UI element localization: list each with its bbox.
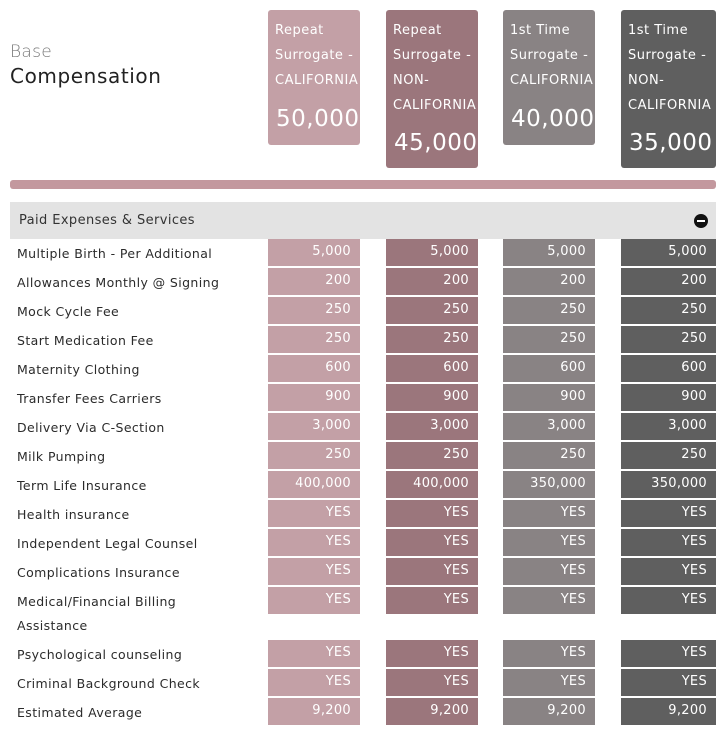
table-cell: 900 (386, 384, 478, 411)
minus-circle-icon[interactable] (694, 214, 708, 228)
table-cell: 600 (268, 355, 360, 382)
table-cell: YES (268, 558, 360, 585)
plan-header-1 (268, 10, 360, 145)
table-cell: YES (621, 587, 716, 614)
table-cell: 5,000 (386, 239, 478, 266)
table-cell: YES (386, 587, 478, 614)
table-cell: 900 (621, 384, 716, 411)
plan-header-2 (386, 10, 478, 168)
plan-header-3 (503, 10, 595, 145)
row-label: Maternity Clothing (17, 362, 140, 377)
table-cell: YES (386, 669, 478, 696)
table-cell: YES (386, 529, 478, 556)
table-cell: 600 (386, 355, 478, 382)
table-cell: 5,000 (503, 239, 595, 266)
row-label: Multiple Birth - Per Additional (17, 246, 213, 261)
table-cell: 200 (503, 268, 595, 295)
row-label: Milk Pumping (17, 449, 106, 464)
table-cell: 400,000 (268, 471, 360, 498)
table-cell: 350,000 (503, 471, 595, 498)
table-cell: 250 (386, 297, 478, 324)
table-cell: YES (268, 587, 360, 614)
table-cell: 5,000 (268, 239, 360, 266)
table-cell: 250 (621, 297, 716, 324)
table-cell: YES (386, 640, 478, 667)
plan-label: 1st Time Surrogate - CALIFORNIA (510, 23, 594, 88)
row-label: Term Life Insurance (17, 478, 147, 493)
plan-label: Repeat Surrogate - NON- CALIFORNIA (393, 23, 477, 113)
table-cell: 9,200 (268, 698, 360, 725)
table-cell: YES (621, 669, 716, 696)
plan-price: 35,000 (629, 130, 713, 156)
table-cell: YES (621, 640, 716, 667)
plan-price: 45,000 (394, 130, 478, 156)
page-title: Compensation (10, 64, 162, 88)
row-label: Allowances Monthly @ Signing (17, 275, 220, 290)
row-label: Estimated Average (17, 705, 143, 720)
table-cell: YES (268, 640, 360, 667)
table-cell: YES (503, 529, 595, 556)
plan-header-4 (621, 10, 716, 168)
title-small: Base (10, 42, 53, 62)
plan-price: 50,000 (276, 106, 360, 132)
header-divider (10, 180, 716, 189)
row-label: Mock Cycle Fee (17, 304, 120, 319)
table-cell: 3,000 (621, 413, 716, 440)
table-cell: 250 (621, 442, 716, 469)
table-cell: YES (621, 558, 716, 585)
table-cell: YES (268, 500, 360, 527)
table-cell: YES (503, 640, 595, 667)
table-cell: YES (386, 500, 478, 527)
table-cell: 250 (503, 297, 595, 324)
table-cell: YES (268, 669, 360, 696)
table-cell: 250 (503, 326, 595, 353)
table-cell: 250 (386, 326, 478, 353)
table-cell: 400,000 (386, 471, 478, 498)
table-cell: 9,200 (621, 698, 716, 725)
table-cell: 900 (503, 384, 595, 411)
table-cell: 9,200 (503, 698, 595, 725)
table-cell: YES (503, 558, 595, 585)
table-cell: 3,000 (386, 413, 478, 440)
table-cell: YES (621, 500, 716, 527)
table-cell: 250 (621, 326, 716, 353)
table-cell: 350,000 (621, 471, 716, 498)
table-cell: 5,000 (621, 239, 716, 266)
table-cell: 900 (268, 384, 360, 411)
table-cell: YES (503, 500, 595, 527)
table-cell: YES (621, 529, 716, 556)
row-label: Health insurance (17, 507, 130, 522)
section-header[interactable] (10, 202, 716, 239)
table-cell: 200 (268, 268, 360, 295)
table-cell: YES (503, 587, 595, 614)
table-cell: 250 (268, 297, 360, 324)
table-cell: YES (268, 529, 360, 556)
row-label: Independent Legal Counsel (17, 536, 198, 551)
table-cell: 600 (503, 355, 595, 382)
row-label: Transfer Fees Carriers (17, 391, 162, 406)
row-label: Delivery Via C-Section (17, 420, 165, 435)
table-cell: 3,000 (268, 413, 360, 440)
row-label: Start Medication Fee (17, 333, 154, 348)
table-cell: 250 (268, 442, 360, 469)
table-cell: 250 (386, 442, 478, 469)
table-cell: 9,200 (386, 698, 478, 725)
table-cell: 250 (268, 326, 360, 353)
row-label: Criminal Background Check (17, 676, 201, 691)
table-cell: 3,000 (503, 413, 595, 440)
table-cell: 200 (386, 268, 478, 295)
section-title: Paid Expenses & Services (19, 213, 195, 228)
table-cell: 250 (503, 442, 595, 469)
table-cell: YES (503, 669, 595, 696)
row-label: Complications Insurance (17, 565, 180, 580)
row-label: Psychological counseling (17, 647, 183, 662)
plan-price: 40,000 (511, 106, 595, 132)
row-label: Medical/Financial Billing Assistance (17, 594, 177, 633)
plan-label: Repeat Surrogate - CALIFORNIA (275, 23, 359, 88)
table-cell: 200 (621, 268, 716, 295)
table-cell: 600 (621, 355, 716, 382)
table-cell: YES (386, 558, 478, 585)
plan-label: 1st Time Surrogate - NON- CALIFORNIA (628, 23, 712, 113)
